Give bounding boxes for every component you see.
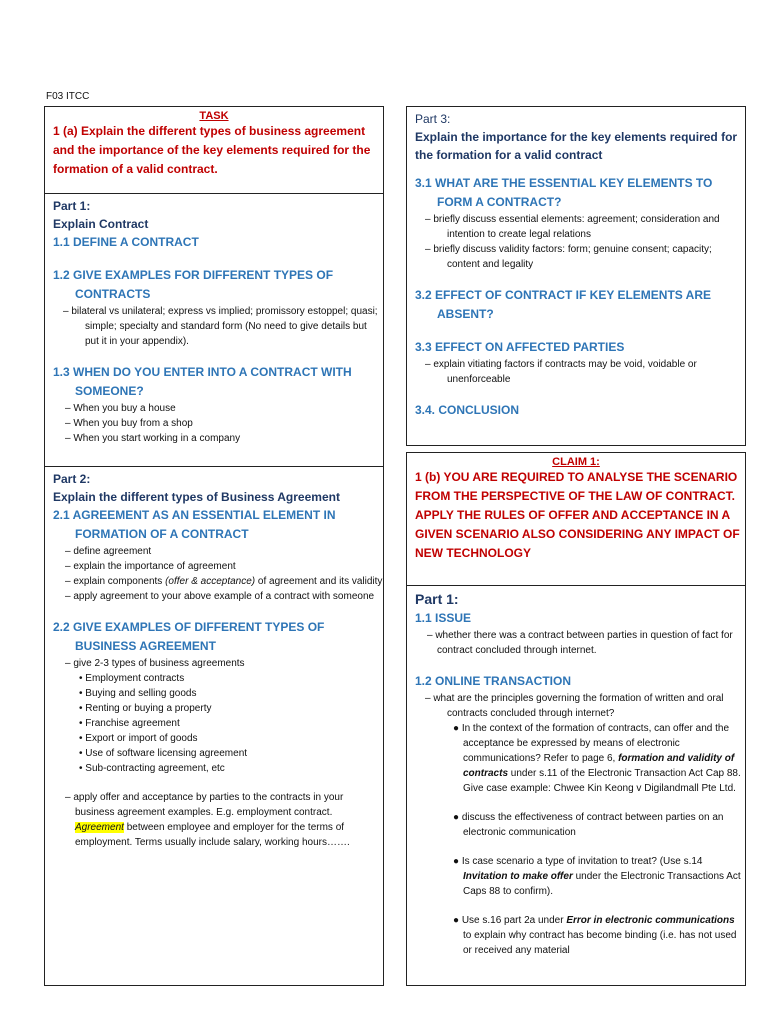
section-1-3-heading-line2: SOMEONE? (75, 384, 144, 398)
section-3-4-heading: 3.4. CONCLUSION (415, 403, 520, 417)
bullet-item: • Export or import of goods (79, 733, 198, 744)
section-2-1-heading-line2: FORMATION OF A CONTRACT (75, 527, 249, 541)
list-item: – briefly discuss essential elements: agreement; consideration and intention to create legal relations (425, 214, 720, 240)
task-heading: TASK (199, 110, 229, 122)
part1-label: Part 1: (53, 199, 91, 213)
bullet-item: ● discuss the effectiveness of contract between parties on an electronic communication (453, 812, 724, 838)
section-2-2-heading-line2: BUSINESS AGREEMENT (75, 639, 216, 653)
list-item: – When you start working in a company (65, 433, 241, 444)
list-item: – give 2-3 types of business agreements (65, 658, 245, 669)
section-2-1-heading (53, 506, 383, 544)
section-1-2-online-heading: 1.2 ONLINE TRANSACTION (415, 674, 572, 688)
bullet-item (415, 854, 745, 899)
list-item-components (53, 574, 383, 589)
section-3-3-heading: 3.3 EFFECT ON AFFECTED PARTIES (415, 340, 625, 354)
apply-offer-item (53, 790, 383, 850)
list-item: – define agreement (65, 546, 152, 557)
components-pre: – explain components (65, 576, 166, 587)
bullet-3-post: under the Electronic Transactions Act Caps 88 to confirm). (463, 871, 741, 897)
bullet-item: • Buying and selling goods (79, 688, 197, 699)
section-1-1-heading: 1.1 DEFINE A CONTRACT (53, 235, 199, 249)
bullet-item: • Employment contracts (79, 673, 185, 684)
section-1-2-heading-line2: CONTRACTS (75, 287, 151, 301)
part2-label: Part 2: (53, 472, 91, 486)
list-item: – whether there was a contract between parties in question of fact for contract concluded through internet. (427, 630, 733, 656)
bullet-4-post: to explain why contract has become binding (i.e. has not used or received any material (463, 930, 737, 956)
list-item: – apply agreement to your above example of a contract with someone (65, 591, 375, 602)
list-item: – briefly discuss validity factors: form; genuine consent; capacity; content and legality (425, 244, 712, 270)
list-item: – what are the principles governing the formation of written and oral contracts concluded through internet? (425, 693, 724, 719)
part2-subtitle: Explain the different types of Business Agreement (53, 490, 340, 504)
bullet-1-pre: ● In the context of the formation of contracts, can offer and the acceptance be expressed by means of electronic communications? Refer to page 6, (453, 723, 730, 764)
section-1-3-heading (53, 363, 383, 401)
section-3-1-heading-line1: 3.1 WHAT ARE THE ESSENTIAL KEY ELEMENTS TO (415, 176, 713, 190)
section-2-2-heading-line1: 2.2 GIVE EXAMPLES OF DIFFERENT TYPES OF (53, 620, 325, 634)
bullet-4-pre: ● Use s.16 part 2a under (453, 915, 567, 926)
part3-subtitle: Explain the importance for the key elements required for the formation for a valid contract (415, 130, 738, 162)
bullet-item: • Renting or buying a property (79, 703, 212, 714)
section-3-2-heading (415, 286, 745, 324)
part1-subtitle: Explain Contract (53, 217, 149, 231)
claim-heading: CLAIM 1: (552, 456, 600, 468)
section-1-2-heading (53, 266, 383, 304)
section-3-1-heading-line2: FORM A CONTRACT? (437, 195, 562, 209)
part3-box (406, 106, 746, 446)
part3-label: Part 3: (415, 112, 451, 126)
bullet-1-post: under s.11 of the Electronic Transaction Act Cap 88. Give case example: Chwee Kin Keong v Digilandmall Pte Ltd. (463, 768, 741, 794)
section-1-2-heading-line1: 1.2 GIVE EXAMPLES FOR DIFFERENT TYPES OF (53, 268, 334, 282)
task-text: 1 (a) Explain the different types of business agreement and the importance of the key elements required for the formation of a valid contract. (53, 124, 371, 176)
apply-offer-post: between employee and employer for the terms of employment. Terms usually include salary, working hours……. (75, 822, 350, 848)
list-item: – When you buy from a shop (65, 418, 193, 429)
section-2-2-heading (53, 618, 383, 656)
list-item: – explain the importance of agreement (65, 561, 236, 572)
bullet-item: • Sub-contracting agreement, etc (79, 763, 225, 774)
part1-box (44, 193, 384, 467)
section-3-2-heading-line1: 3.2 EFFECT OF CONTRACT IF KEY ELEMENTS ARE (415, 288, 712, 302)
components-post: of agreement and its validity (255, 576, 383, 587)
bullet-item (415, 721, 745, 796)
section-3-2-heading-line2: ABSENT? (437, 307, 494, 321)
bullet-item (415, 913, 745, 958)
apply-offer-pre: – apply offer and acceptance by parties to the contracts in your business agreement examples. E.g. employment contract. (65, 792, 344, 818)
section-1-3-heading-line1: 1.3 WHEN DO YOU ENTER INTO A CONTRACT WITH (53, 365, 352, 379)
bullet-3-pre: ● Is case scenario a type of invitation to treat? (Use s.14 (453, 856, 703, 867)
right-part1-box (406, 585, 746, 986)
bullet-1-emphasis: formation and validity of contracts (463, 753, 735, 779)
task-box (44, 106, 384, 194)
section-3-1-heading (415, 174, 745, 212)
section-2-1-heading-line1: 2.1 AGREEMENT AS AN ESSENTIAL ELEMENT IN (53, 508, 336, 522)
bullet-3-emphasis: Invitation to make offer (463, 871, 573, 882)
part2-box (44, 466, 384, 986)
bullet-item: • Franchise agreement (79, 718, 180, 729)
claim-box (406, 452, 746, 586)
contract-types-item: – bilateral vs unilateral; express vs implied; promissory estoppel; quasi; simple; specialty and standard form (No need to give details but put it in your appendix). (63, 306, 378, 347)
right-part1-label: Part 1: (415, 591, 459, 607)
document-id: F03 ITCC (46, 91, 90, 102)
highlighted-agreement: Agreement (75, 822, 124, 833)
bullet-item: • Use of software licensing agreement (79, 748, 248, 759)
components-italic: (offer & acceptance) (165, 576, 256, 587)
bullet-4-emphasis: Error in electronic communications (566, 915, 735, 926)
claim-text: 1 (b) YOU ARE REQUIRED TO ANALYSE THE SCENARIO FROM THE PERSPECTIVE OF THE LAW OF CONTRACT. APPLY THE RULES OF OFFER AND ACCEPTANCE IN A GIVEN SCENARIO ALSO CONSIDERING ANY IMPACT OF NEW TECHNOLOGY (415, 470, 740, 560)
list-item: – explain vitiating factors if contracts may be void, voidable or unenforceable (425, 359, 697, 385)
list-item: – When you buy a house (65, 403, 176, 414)
section-1-1-issue-heading: 1.1 ISSUE (415, 611, 472, 625)
